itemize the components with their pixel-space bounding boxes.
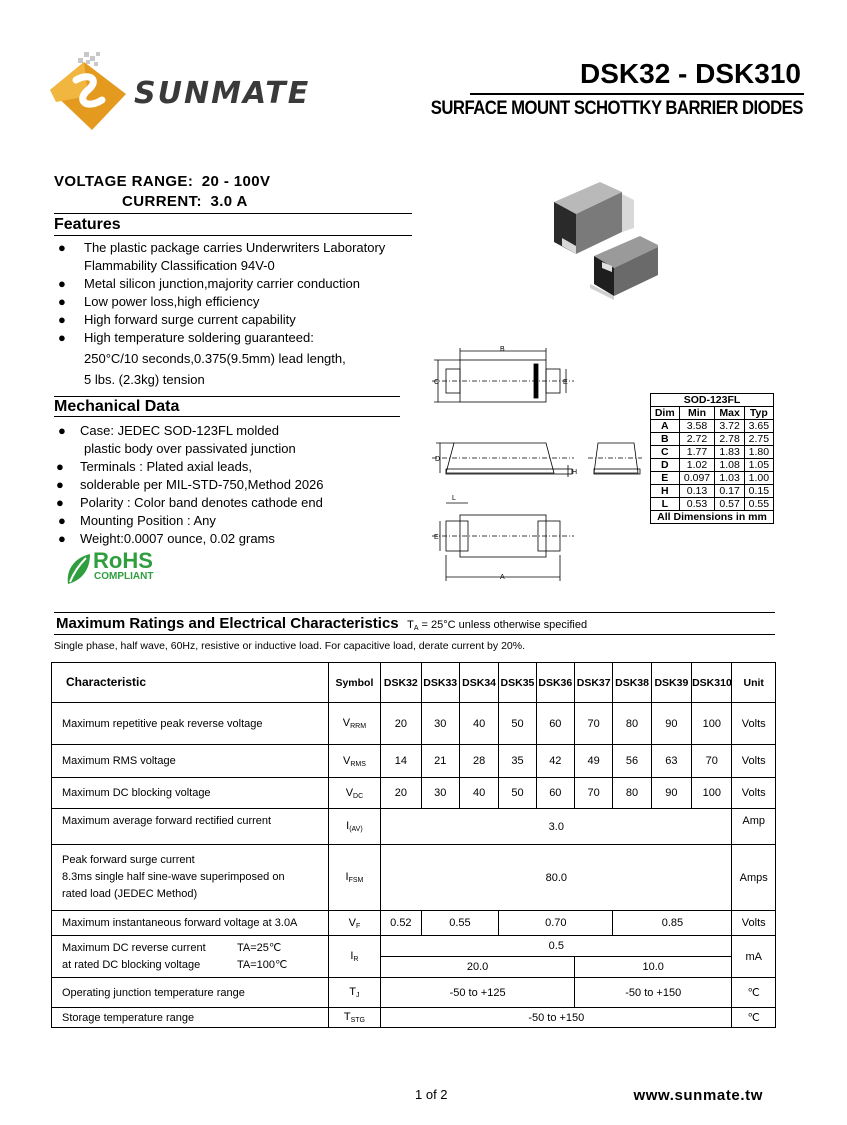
table-row: Maximum DC blocking voltage $V_{DC}$ 20 30 40 50 60 70 80 90 100 Volts: [52, 778, 776, 809]
brand-name: SUNMATE: [134, 76, 311, 111]
list-item: 250°C/10 seconds,0.375(9.5mm) lead length,: [84, 351, 346, 366]
dim-label-l: L: [452, 495, 456, 502]
leaf-icon: [64, 552, 92, 586]
table-row: Maximum repetitive peak reverse voltage $V_{RRM}$ 20 30 40 50 60 70 80 90 100 Volts: [52, 703, 776, 745]
table-row: C 1.77 1.83 1.80: [651, 446, 774, 459]
table-row: B 2.72 2.78 2.75: [651, 433, 774, 446]
table-row: D 1.02 1.08 1.05: [651, 459, 774, 472]
symbol-cell: $T_{STG}$: [328, 1008, 381, 1028]
page-subtitle: SURFACE MOUNT SCHOTTKY BARRIER DIODES: [430, 98, 803, 119]
list-item: ● Low power loss,high efficiency: [58, 294, 260, 309]
list-item: ● Case: JEDEC SOD-123FL molded: [58, 423, 279, 438]
features-title: Features: [54, 216, 121, 233]
bullet-icon: ●: [58, 531, 66, 546]
logo-icon: [46, 50, 130, 136]
table-row: H 0.13 0.17 0.15: [651, 485, 774, 498]
dim-table-title: SOD-123FL: [651, 394, 774, 407]
part-header: DSK33: [421, 663, 459, 703]
table-row: Peak forward surge current 8.3ms single half sine-wave superimposed on rated load (JEDEC Method) $I_{FSM}$ 80.0 Amps: [52, 845, 776, 911]
list-item: ● Mounting Position : Any: [58, 513, 216, 528]
table-row: Operating junction temperature range $T_J$ -50 to +125 -50 to +150 ℃: [52, 978, 776, 1008]
voltage-label: VOLTAGE RANGE:: [54, 173, 194, 190]
package-illustration: [548, 180, 658, 300]
ratings-note: Single phase, half wave, 60Hz, resistive or inductive load. For capacitive load, derate current by 20%.: [54, 640, 525, 652]
dim-label-a: A: [500, 574, 505, 581]
current-rating: [122, 193, 248, 210]
dim-label-h: H: [572, 469, 578, 476]
dim-label-b: B: [500, 346, 505, 353]
dim-label-c: C: [434, 379, 440, 386]
characteristic-header: Characteristic: [52, 663, 329, 703]
bullet-icon: ●: [58, 330, 66, 345]
table-row: 20.0 10.0: [52, 957, 776, 978]
symbol-header: Symbol: [328, 663, 381, 703]
website-link[interactable]: www.sunmate.tw: [633, 1087, 763, 1104]
symbol-cell: $I_R$: [328, 936, 381, 978]
ratings-table: [51, 662, 776, 1028]
table-row: E 0.097 1.03 1.00: [651, 472, 774, 485]
voltage-value: 20 - 100V: [201, 173, 271, 190]
table-row: Maximum instantaneous forward voltage at 3.0A $V_F$ 0.52 0.55 0.70 0.85 Volts: [52, 911, 776, 936]
bullet-icon: ●: [58, 513, 66, 528]
brand-logo: [46, 50, 316, 136]
ratings-condition: $T_A = 25^\circ C$ unless otherwise specified: [407, 619, 588, 632]
table-row: Storage temperature range $T_{STG}$ -50 to +150 ℃: [52, 1008, 776, 1028]
bullet-icon: ●: [58, 423, 66, 438]
part-header: DSK36: [536, 663, 574, 703]
bullet-icon: ●: [58, 294, 66, 309]
rohs-text: RoHS: [93, 548, 153, 573]
table-row: Maximum RMS voltage $V_{RMS}$ 14 21 28 35 42 49 56 63 70 Volts: [52, 745, 776, 778]
dim-header: Typ: [744, 407, 773, 420]
page-number: 1 of 2: [415, 1087, 448, 1102]
current-label: CURRENT:: [122, 193, 202, 210]
list-item: Flammability Classification 94V-0: [84, 258, 275, 273]
list-item: ● High temperature soldering guaranteed:: [58, 330, 314, 345]
part-header: DSK38: [613, 663, 651, 703]
dim-header: Min: [679, 407, 715, 420]
symbol-cell: $V_F$: [328, 911, 381, 936]
table-row: A 3.58 3.72 3.65: [651, 420, 774, 433]
list-item: ● Weight:0.0007 ounce, 0.02 grams: [58, 531, 275, 546]
page-title: DSK32 - DSK310: [580, 58, 801, 89]
features-list: [56, 239, 416, 389]
ratings-title-text: Maximum Ratings and Electrical Characteristics: [56, 615, 399, 632]
unit-header: Unit: [732, 663, 776, 703]
features-top-rule: [54, 213, 412, 214]
part-header: DSK35: [499, 663, 536, 703]
bullet-icon: ●: [56, 495, 64, 510]
bullet-icon: ●: [56, 459, 64, 474]
symbol-cell: $T_J$: [328, 978, 381, 1008]
voltage-range: [54, 173, 270, 190]
bullet-icon: ●: [58, 276, 66, 291]
symbol-cell: $I_{FSM}$: [328, 845, 381, 911]
dim-label-d: D: [435, 456, 441, 463]
symbol-cell: $V_{RMS}$: [328, 745, 381, 778]
part-header: DSK310: [692, 663, 732, 703]
part-header: DSK39: [651, 663, 691, 703]
mechanical-top-rule: [54, 396, 400, 397]
rohs-compliant: COMPLIANT: [94, 571, 154, 582]
ratings-bottom-rule: [54, 634, 775, 635]
symbol-cell: $V_{RRM}$: [328, 703, 381, 745]
symbol-cell: $V_{DC}$: [328, 778, 381, 809]
table-row: Maximum DC reverse current TA=25℃ at rated DC blocking voltage TA=100℃ $I_R$ 0.5 mA: [52, 936, 776, 957]
ratings-top-rule: [54, 612, 775, 613]
dim-label-e2: E: [434, 534, 439, 541]
symbol-cell: $I_{(AV)}$: [328, 809, 381, 845]
dimension-drawing: [428, 345, 643, 585]
mechanical-list: [56, 422, 416, 548]
list-item: ● High forward surge current capability: [58, 312, 296, 327]
list-item: ● Metal silicon junction,majority carrier conduction: [58, 276, 361, 291]
title-divider: [470, 93, 804, 95]
list-item: ● Polarity : Color band denotes cathode end: [56, 495, 323, 510]
current-value: 3.0 A: [210, 193, 248, 210]
list-item: ● solderable per MIL-STD-750,Method 2026: [56, 477, 324, 492]
rohs-badge: [64, 550, 174, 586]
mechanical-bottom-rule: [54, 416, 400, 417]
dim-label-e: E: [563, 379, 568, 386]
bullet-icon: ●: [58, 240, 66, 255]
table-row: Maximum average forward rectified current $I_{(AV)}$ 3.0 Amp: [52, 809, 776, 845]
bullet-icon: ●: [56, 477, 64, 492]
list-item: plastic body over passivated junction: [84, 441, 296, 456]
dim-header: Max: [715, 407, 744, 420]
dimension-table: [650, 393, 774, 524]
bullet-icon: ●: [58, 312, 66, 327]
part-header: DSK32: [381, 663, 421, 703]
table-row: L 0.53 0.57 0.55: [651, 498, 774, 511]
dim-table-footer: All Dimensions in mm: [651, 511, 774, 524]
table-header-row: [52, 663, 776, 703]
dim-header: Dim: [651, 407, 680, 420]
part-header: DSK34: [459, 663, 498, 703]
list-item: ● Terminals : Plated axial leads,: [56, 459, 252, 474]
part-header: DSK37: [575, 663, 613, 703]
list-item: ● The plastic package carries Underwriters Laboratory: [58, 240, 386, 255]
features-bottom-rule: [54, 235, 412, 236]
mechanical-title: Mechanical Data: [54, 398, 180, 415]
list-item: 5 lbs. (2.3kg) tension: [84, 372, 205, 387]
ratings-title: [56, 615, 587, 633]
